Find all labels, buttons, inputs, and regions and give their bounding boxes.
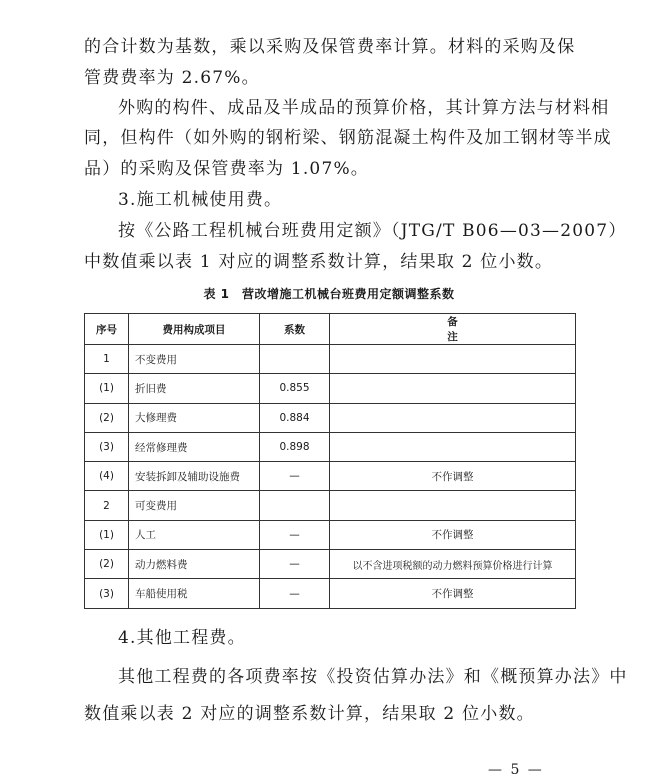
row-note — [330, 374, 576, 403]
section-heading: 4.其他工程费。 — [118, 628, 246, 648]
section-heading: 3.施工机械使用费。 — [118, 190, 283, 210]
row-coef: 0.884 — [260, 403, 330, 432]
row-item: 折旧费 — [129, 374, 260, 403]
table-row — [85, 550, 576, 579]
row-no: (4) — [85, 462, 129, 491]
header-note-a: 备 — [447, 316, 458, 328]
paragraph-line: 品）的采购及保管费率为 1.07%。 — [84, 159, 370, 179]
header-no: 序号 — [85, 314, 129, 345]
row-item: 不变费用 — [129, 345, 260, 374]
table-row — [85, 520, 576, 549]
paragraph-line: 管费费率为 2.67%。 — [84, 68, 260, 88]
table-header-row — [85, 314, 576, 345]
row-note — [330, 345, 576, 374]
paragraph-line: 按《公路工程机械台班费用定额》（JTG/T B06—03—2007） — [118, 221, 627, 241]
table-row — [85, 374, 576, 403]
header-note — [330, 314, 576, 345]
header-item: 费用构成项目 — [129, 314, 260, 345]
row-item: 经常修理费 — [129, 432, 260, 461]
row-coef: — — [260, 520, 330, 549]
row-coef: — — [260, 462, 330, 491]
table-row — [85, 403, 576, 432]
header-coef: 系数 — [260, 314, 330, 345]
paragraph-line: 外购的构件、成品及半成品的预算价格，其计算方法与材料相 — [118, 98, 610, 118]
row-item: 安装拆卸及辅助设施费 — [129, 462, 260, 491]
row-coef — [260, 345, 330, 374]
row-note: 不作调整 — [330, 462, 576, 491]
paragraph-line: 其他工程费的各项费率按《投资估算办法》和《概预算办法》中 — [118, 667, 628, 687]
table-row — [85, 432, 576, 461]
paragraph-line: 同，但构件（如外购的钢桁梁、钢筋混凝土构件及加工钢材等半成 — [84, 128, 612, 148]
page-number: — 5 — — [488, 762, 544, 778]
table-row — [85, 579, 576, 608]
row-no: (3) — [85, 432, 129, 461]
row-item: 车船使用税 — [129, 579, 260, 608]
row-coef: — — [260, 579, 330, 608]
row-no: (2) — [85, 403, 129, 432]
row-no: (2) — [85, 550, 129, 579]
row-no: (1) — [85, 520, 129, 549]
row-no: (3) — [85, 579, 129, 608]
row-note — [330, 491, 576, 520]
table-row — [85, 491, 576, 520]
paragraph-line: 数值乘以表 2 对应的调整系数计算，结果取 2 位小数。 — [84, 704, 535, 724]
row-item: 人工 — [129, 520, 260, 549]
header-note-b: 注 — [447, 331, 458, 343]
row-no: (1) — [85, 374, 129, 403]
paragraph-line: 中数值乘以表 1 对应的调整系数计算，结果取 2 位小数。 — [84, 252, 554, 272]
row-item: 可变费用 — [129, 491, 260, 520]
row-note — [330, 403, 576, 432]
adjustment-table — [84, 313, 576, 609]
paragraph-line: 的合计数为基数，乘以采购及保管费率计算。材料的采购及保 — [84, 37, 576, 57]
row-note: 不作调整 — [330, 520, 576, 549]
row-coef: — — [260, 550, 330, 579]
row-item: 大修理费 — [129, 403, 260, 432]
row-no: 1 — [85, 345, 129, 374]
table-row — [85, 345, 576, 374]
row-item: 动力燃料费 — [129, 550, 260, 579]
row-coef: 0.898 — [260, 432, 330, 461]
row-note — [330, 432, 576, 461]
row-no: 2 — [85, 491, 129, 520]
row-coef: 0.855 — [260, 374, 330, 403]
table-row — [85, 462, 576, 491]
row-note: 不作调整 — [330, 579, 576, 608]
row-note: 以不含进项税额的动力燃料预算价格进行计算 — [330, 550, 576, 579]
table-caption: 表 1 营改增施工机械台班费用定额调整系数 — [203, 287, 455, 301]
row-coef — [260, 491, 330, 520]
